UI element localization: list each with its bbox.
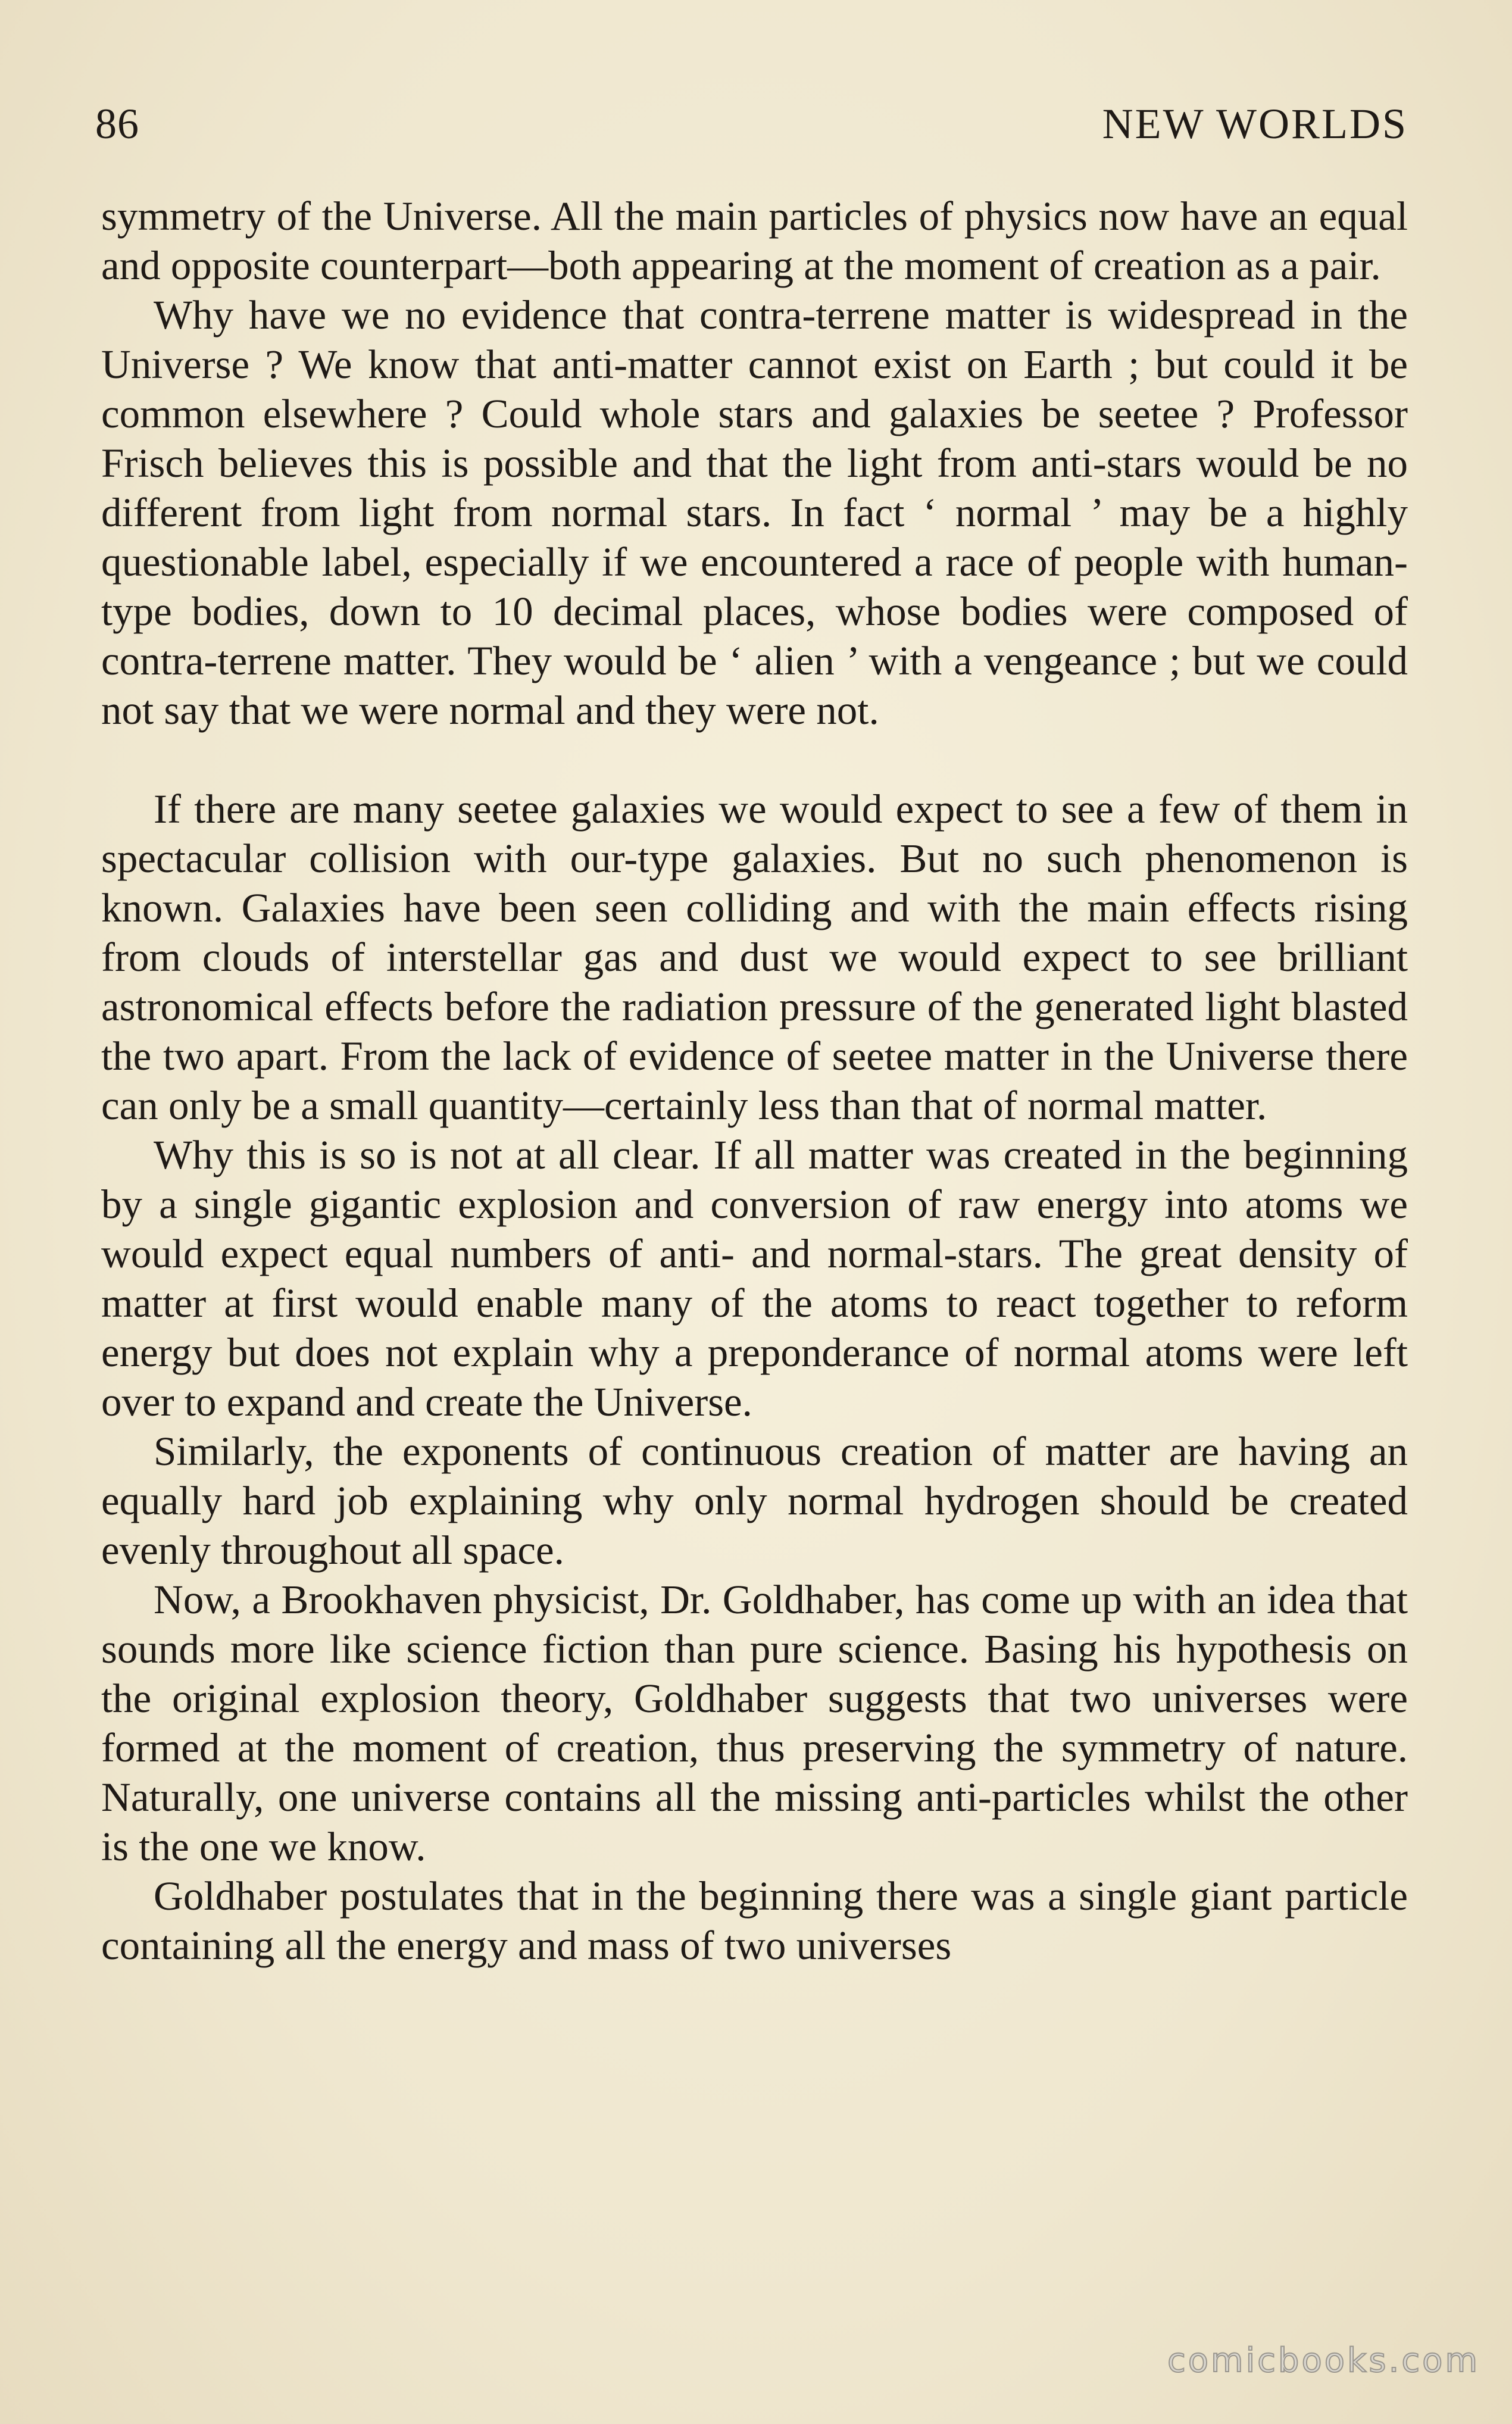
paragraph: Why have we no evidence that contra-terrene matter is widespread in the Universe ? We know that anti-matter cannot exist on Earth ; but could it be common elsewhere ? Could whole stars and galaxies be seetee ? Professor Frisch believes this is possible and that the light from anti-stars would be no different from light from normal stars. In fact ‘ normal ’ may be a highly questionable label, especially if we encountered a race of people with human-type bodies, down to 10 decimal places, whose bodies were composed of contra-terrene matter. They would be ‘ alien ’ with a vengeance ; but we could not say that we were normal and they were not. <box>101 292 1408 733</box>
running-title: NEW WORLDS <box>1102 100 1408 148</box>
paragraph: Now, a Brookhaven physicist, Dr. Goldhaber, has come up with an idea that sounds more like science fiction than pure science. Basing his hypothesis on the original explosion theory, Goldhaber suggests that two universes were formed at the moment of creation, thus preserving the symmetry of nature. Naturally, one universe contains all the missing anti-particles whilst the other is the one we know. <box>101 1577 1408 1869</box>
page-number: 86 <box>95 100 139 148</box>
paragraph: If there are many seetee galaxies we would expect to see a few of them in spectacular collision with our-type galaxies. But no such phenomenon is known. Galaxies have been seen colliding and with the main effects rising from clouds of interstellar gas and dust we would expect to see brilliant astronomical effects before the radiation pressure of the generated light blasted the two apart. From the lack of evidence of seetee matter in the Universe there can only be a small quantity—certainly less than that of normal matter. <box>101 786 1408 1128</box>
watermark: comicbooks.com <box>1167 2341 1480 2380</box>
body-text <box>101 192 1408 1970</box>
paragraph: symmetry of the Universe. All the main particles of physics now have an equal and opposite counterpart—both appearing at the moment of creation as a pair. <box>101 193 1408 288</box>
paragraph: Why this is so is not at all clear. If all matter was created in the beginning by a single gigantic explosion and conversion of raw energy into atoms we would expect equal numbers of anti- and normal-stars. The great density of matter at first would enable many of the atoms to react together to reform energy but does not explain why a preponderance of normal atoms were left over to expand and create the Universe. <box>101 1132 1408 1425</box>
section-break <box>101 735 1408 785</box>
paragraph: Goldhaber postulates that in the beginning there was a single giant particle containing all the energy and mass of two universes <box>101 1873 1408 1968</box>
paragraph: Similarly, the exponents of continuous creation of matter are having an equally hard job explaining why only normal hydrogen should be created evenly throughout all space. <box>101 1429 1408 1573</box>
running-head <box>95 89 1408 149</box>
